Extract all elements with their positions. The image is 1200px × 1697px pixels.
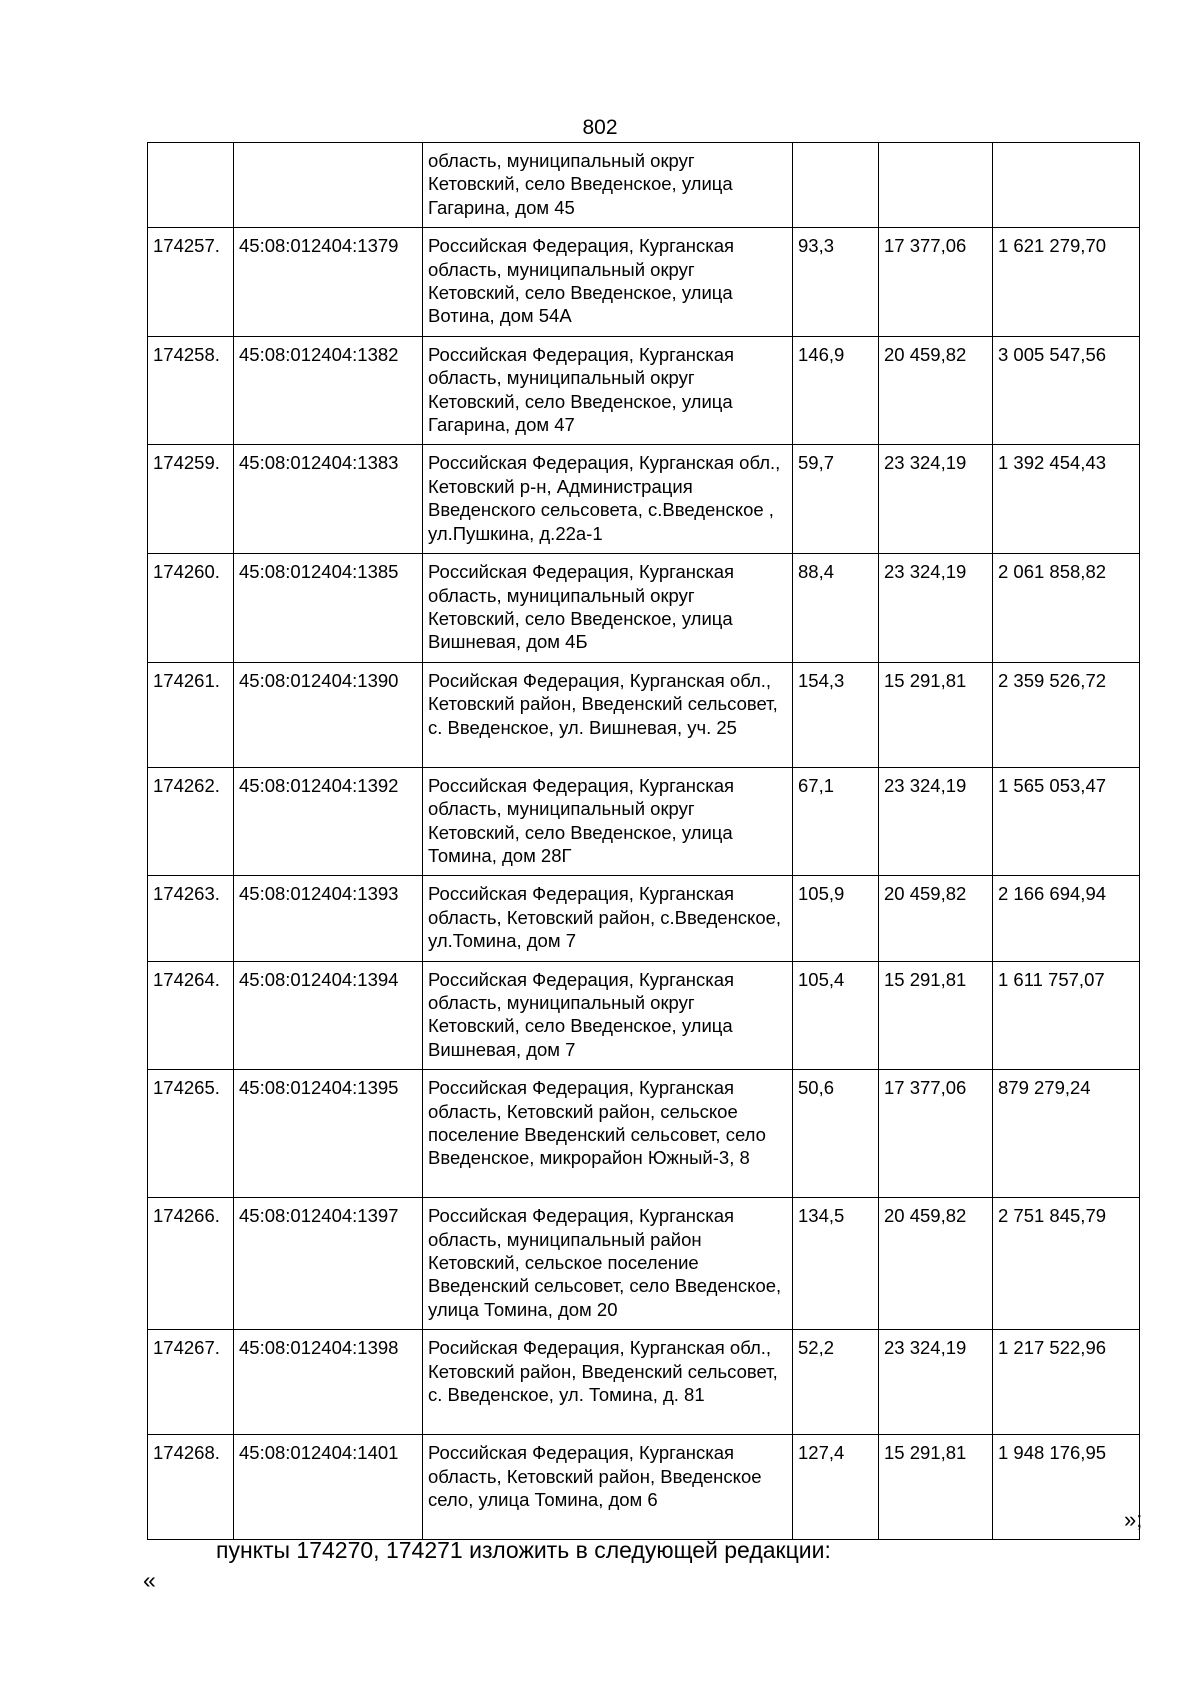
address: Российская Федерация, Курганская область, муниципальный округ Кетовский, село Введенское, улица Гагарина, дом 47 bbox=[423, 336, 793, 445]
cadastral-number: 45:08:012404:1383 bbox=[234, 445, 423, 554]
row-number: 174261. bbox=[148, 662, 234, 767]
cadastral-value: 1 948 176,95 bbox=[993, 1435, 1140, 1540]
cadastral-number: 45:08:012404:1379 bbox=[234, 228, 423, 337]
area: 105,9 bbox=[793, 876, 879, 961]
cadastral-value: 1 392 454,43 bbox=[993, 445, 1140, 554]
rate: 20 459,82 bbox=[879, 1198, 993, 1330]
area: 127,4 bbox=[793, 1435, 879, 1540]
cadastral-number bbox=[234, 143, 423, 228]
address: Российская Федерация, Курганская обл., Кетовский р-н, Администрация Введенского сельсовета, с.Введенское , ул.Пушкина, д.22а-1 bbox=[423, 445, 793, 554]
table-row bbox=[148, 336, 1140, 445]
closing-quote: »; bbox=[1124, 1507, 1143, 1532]
cadastral-number: 45:08:012404:1398 bbox=[234, 1330, 423, 1435]
table-row bbox=[148, 1070, 1140, 1198]
area: 52,2 bbox=[793, 1330, 879, 1435]
rate: 15 291,81 bbox=[879, 662, 993, 767]
address: Российская Федерация, Курганская область, Кетовский район, сельское поселение Введенский сельсовет, село Введенское, микрорайон Южный-3, 8 bbox=[423, 1070, 793, 1198]
row-number bbox=[148, 143, 234, 228]
address: Российская Федерация, Курганская область, муниципальный округ Кетовский, село Введенское, улица Томина, дом 28Г bbox=[423, 767, 793, 876]
rate: 23 324,19 bbox=[879, 554, 993, 663]
rate: 23 324,19 bbox=[879, 445, 993, 554]
table-row bbox=[148, 1435, 1140, 1540]
table-row bbox=[148, 662, 1140, 767]
cadastral-number: 45:08:012404:1390 bbox=[234, 662, 423, 767]
cadastral-value: 2 359 526,72 bbox=[993, 662, 1140, 767]
cadastral-value: 1 611 757,07 bbox=[993, 961, 1140, 1070]
area: 134,5 bbox=[793, 1198, 879, 1330]
row-number: 174268. bbox=[148, 1435, 234, 1540]
area: 67,1 bbox=[793, 767, 879, 876]
table-row bbox=[148, 1198, 1140, 1330]
area bbox=[793, 143, 879, 228]
row-number: 174264. bbox=[148, 961, 234, 1070]
row-number: 174257. bbox=[148, 228, 234, 337]
address: Российская Федерация, Курганская область, муниципальный округ Кетовский, село Введенское, улица Вишневая, дом 4Б bbox=[423, 554, 793, 663]
table-row bbox=[148, 554, 1140, 663]
table-row bbox=[148, 961, 1140, 1070]
table-row bbox=[148, 228, 1140, 337]
rate: 20 459,82 bbox=[879, 336, 993, 445]
row-number: 174260. bbox=[148, 554, 234, 663]
cadastral-value: 3 005 547,56 bbox=[993, 336, 1140, 445]
address: Российская Федерация, Курганская область, муниципальный округ Кетовский, село Введенское, улица Вишневая, дом 7 bbox=[423, 961, 793, 1070]
row-number: 174258. bbox=[148, 336, 234, 445]
row-number: 174259. bbox=[148, 445, 234, 554]
cadastral-number: 45:08:012404:1401 bbox=[234, 1435, 423, 1540]
address: Российская Федерация, Курганская область, Кетовский район, с.Введенское, ул.Томина, дом 7 bbox=[423, 876, 793, 961]
address: область, муниципальный округ Кетовский, село Введенское, улица Гагарина, дом 45 bbox=[423, 143, 793, 228]
area: 105,4 bbox=[793, 961, 879, 1070]
rate: 15 291,81 bbox=[879, 1435, 993, 1540]
row-number: 174262. bbox=[148, 767, 234, 876]
rate: 20 459,82 bbox=[879, 876, 993, 961]
page-number: 802 bbox=[582, 116, 618, 139]
address: Российская Федерация, Курганская область, муниципальный округ Кетовский, село Введенское, улица Вотина, дом 54А bbox=[423, 228, 793, 337]
table-row bbox=[148, 767, 1140, 876]
cadastral-value: 1 565 053,47 bbox=[993, 767, 1140, 876]
rate: 17 377,06 bbox=[879, 1070, 993, 1198]
property-table bbox=[147, 142, 1143, 1540]
area: 93,3 bbox=[793, 228, 879, 337]
cadastral-number: 45:08:012404:1392 bbox=[234, 767, 423, 876]
address: Российская Федерация, Курганская область, муниципальный район Кетовский, сельское поселение Введенский сельсовет, село Введенское, улица Томина, дом 20 bbox=[423, 1198, 793, 1330]
address: Росийская Федерация, Курганская обл., Кетовский район, Введенский сельсовет, с. Введенское, ул. Вишневая, уч. 25 bbox=[423, 662, 793, 767]
cadastral-number: 45:08:012404:1397 bbox=[234, 1198, 423, 1330]
cadastral-number: 45:08:012404:1382 bbox=[234, 336, 423, 445]
cadastral-number: 45:08:012404:1385 bbox=[234, 554, 423, 663]
cadastral-number: 45:08:012404:1395 bbox=[234, 1070, 423, 1198]
address: Российская Федерация, Курганская область, Кетовский район, Введенское село, улица Томина, дом 6 bbox=[423, 1435, 793, 1540]
cadastral-value bbox=[993, 143, 1140, 228]
address: Росийская Федерация, Курганская обл., Кетовский район, Введенский сельсовет, с. Введенское, ул. Томина, д. 81 bbox=[423, 1330, 793, 1435]
cadastral-value: 2 751 845,79 bbox=[993, 1198, 1140, 1330]
area: 50,6 bbox=[793, 1070, 879, 1198]
cadastral-number: 45:08:012404:1393 bbox=[234, 876, 423, 961]
rate: 23 324,19 bbox=[879, 1330, 993, 1435]
rate: 17 377,06 bbox=[879, 228, 993, 337]
opening-quote: « bbox=[143, 1567, 156, 1593]
cadastral-value: 1 217 522,96 bbox=[993, 1330, 1140, 1435]
rate bbox=[879, 143, 993, 228]
cadastral-value: 2 166 694,94 bbox=[993, 876, 1140, 961]
row-number: 174265. bbox=[148, 1070, 234, 1198]
area: 59,7 bbox=[793, 445, 879, 554]
row-number: 174263. bbox=[148, 876, 234, 961]
rate: 15 291,81 bbox=[879, 961, 993, 1070]
cadastral-value: 879 279,24 bbox=[993, 1070, 1140, 1198]
rate: 23 324,19 bbox=[879, 767, 993, 876]
table-row bbox=[148, 1330, 1140, 1435]
cadastral-value: 1 621 279,70 bbox=[993, 228, 1140, 337]
row-number: 174267. bbox=[148, 1330, 234, 1435]
cadastral-number: 45:08:012404:1394 bbox=[234, 961, 423, 1070]
area: 154,3 bbox=[793, 662, 879, 767]
table-row bbox=[148, 445, 1140, 554]
amendment-instruction: пункты 174270, 174271 изложить в следующей редакции: bbox=[216, 1537, 831, 1563]
table-row bbox=[148, 143, 1140, 228]
area: 88,4 bbox=[793, 554, 879, 663]
cadastral-value: 2 061 858,82 bbox=[993, 554, 1140, 663]
table-row bbox=[148, 876, 1140, 961]
row-number: 174266. bbox=[148, 1198, 234, 1330]
area: 146,9 bbox=[793, 336, 879, 445]
